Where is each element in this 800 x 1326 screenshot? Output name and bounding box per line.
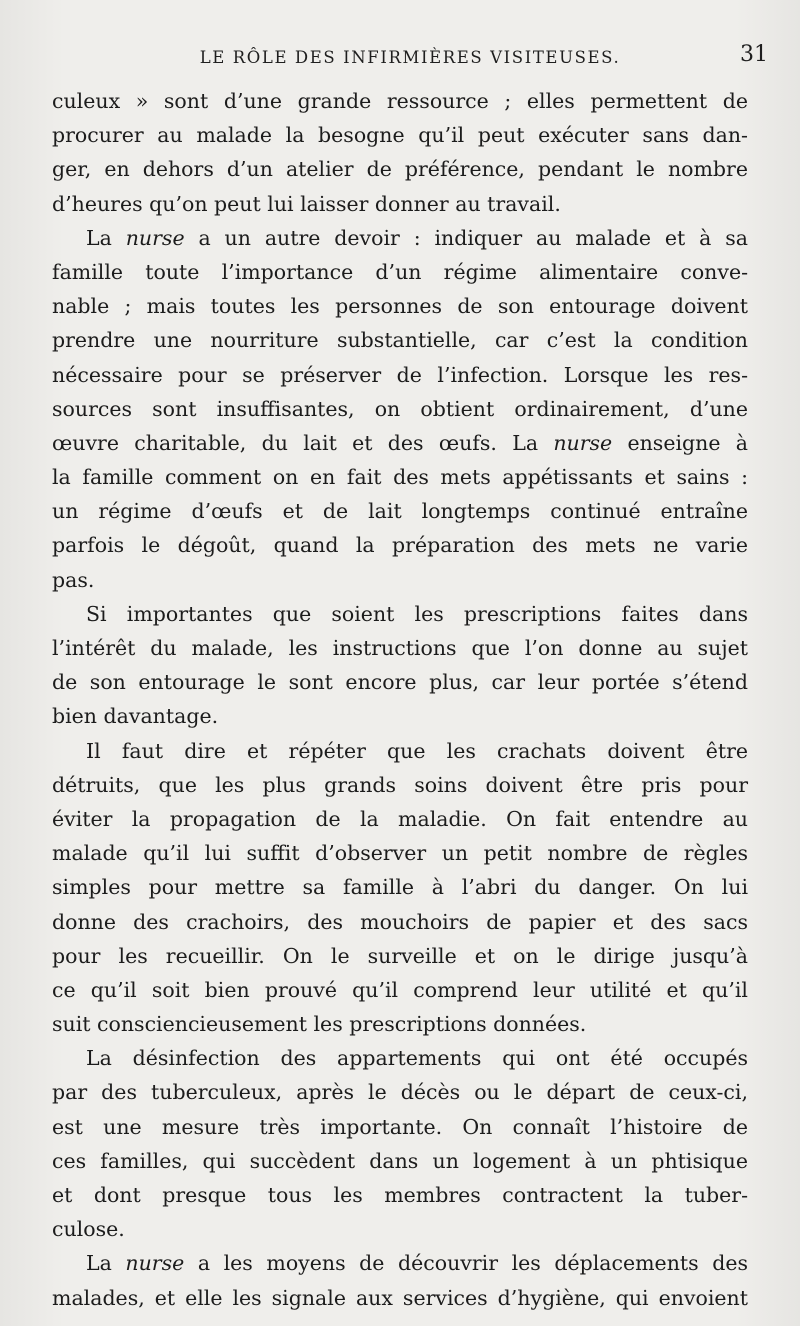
text-segment: nable ; mais toutes les personnes de son entourage doivent [52, 294, 748, 319]
text-segment: malades, et elle les signale aux services d’hygiène, qui envoient [52, 1285, 748, 1310]
text-line [52, 358, 748, 392]
text-line [52, 221, 748, 255]
text-segment: famille toute l’importance d’un régime alimentaire conve- [52, 259, 748, 284]
text-line [52, 1178, 748, 1212]
text-segment: malade qu’il lui suffit d’observer un petit nombre de règles [52, 841, 748, 866]
text-segment: nécessaire pour se préserver de l’infection. Lorsque les res- [52, 362, 748, 387]
text-line [52, 528, 748, 562]
text-line [52, 255, 748, 289]
text-segment: procurer au malade la besogne qu’il peut exécuter sans dan- [52, 123, 748, 148]
text-line [52, 905, 748, 939]
text-line [52, 494, 748, 528]
text-segment: a un autre devoir : indiquer au malade et à sa [184, 225, 748, 250]
text-line [52, 597, 748, 631]
text-segment: La [86, 1251, 126, 1276]
text-segment: est une mesure très importante. On connaît l’histoire de [52, 1114, 748, 1139]
text-line [52, 460, 748, 494]
italic-term: nurse [125, 1251, 185, 1276]
text-segment: d’heures qu’on peut lui laisser donner au travail. [52, 191, 561, 216]
text-segment: détruits, que les plus grands soins doivent être pris pour [52, 772, 748, 797]
text-segment: culose. [52, 1217, 125, 1242]
text-line [52, 836, 748, 870]
text-line [52, 118, 748, 152]
text-line [52, 870, 748, 904]
text-line [52, 734, 748, 768]
text-segment: Il faut dire et répéter que les crachats doivent être [86, 738, 748, 763]
text-segment: prendre une nourriture substantielle, car c’est la condition [52, 328, 748, 353]
text-line [52, 563, 748, 597]
text-segment: ce qu’il soit bien prouvé qu’il comprend leur utilité et qu’il [52, 977, 748, 1002]
text-segment: œuvre charitable, du lait et des œufs. La [52, 430, 554, 455]
page-number: 31 [740, 42, 768, 67]
text-line [52, 187, 748, 221]
text-line [52, 1007, 748, 1041]
text-line [52, 768, 748, 802]
text-line [52, 426, 748, 460]
text-segment: parfois le dégoût, quand la préparation des mets ne varie [52, 533, 748, 558]
text-line [52, 392, 748, 426]
text-line [52, 802, 748, 836]
running-title: LE RÔLE DES INFIRMIÈRES VISITEUSES. [199, 48, 621, 67]
italic-term: nurse [553, 430, 613, 455]
text-segment: l’intérêt du malade, les instructions que l’on donne au sujet [52, 636, 748, 660]
italic-term: nurse [125, 225, 185, 250]
text-segment: la famille comment on en fait des mets appétissants et sains : [52, 465, 748, 490]
text-segment: La désinfection des appartements qui ont été occupés [86, 1046, 748, 1071]
text-segment: pas. [52, 567, 95, 592]
text-line [52, 665, 748, 699]
text-line [52, 1281, 748, 1315]
text-line [52, 1246, 748, 1280]
text-segment: de son entourage le sont encore plus, car leur portée s’étend [52, 670, 748, 695]
text-segment: a les moyens de découvrir les déplacements des [184, 1251, 748, 1276]
page-header [52, 42, 768, 74]
text-line [52, 323, 748, 357]
text-segment: Si importantes que soient les prescriptions faites dans [86, 601, 748, 626]
text-segment: par des tuberculeux, après le décès ou le départ de ceux-ci, [52, 1080, 748, 1105]
text-line [52, 289, 748, 323]
text-segment: un régime d’œufs et de lait longtemps continué entraîne [52, 499, 748, 524]
text-segment: suit consciencieusement les prescriptions données. [52, 1012, 587, 1037]
text-line [52, 631, 748, 665]
text-segment: éviter la propagation de la maladie. On fait entendre au [52, 806, 748, 831]
text-segment: La [86, 225, 126, 250]
text-segment: ger, en dehors d’un atelier de préférence, pendant le nombre [52, 157, 748, 182]
text-segment: bien davantage. [52, 704, 219, 729]
text-line [52, 699, 748, 733]
text-segment: sources sont insuffisantes, on obtient ordinairement, d’une [52, 396, 748, 421]
text-line [52, 973, 748, 1007]
body-text [52, 84, 748, 1315]
text-line [52, 1212, 748, 1246]
text-segment: donne des crachoirs, des mouchoirs de papier et des sacs [52, 909, 748, 934]
text-line [52, 1041, 748, 1075]
text-line [52, 1110, 748, 1144]
text-line [52, 939, 748, 973]
text-segment: ces familles, qui succèdent dans un logement à un phtisique [52, 1148, 748, 1173]
text-segment: enseigne à [612, 430, 748, 455]
text-segment: pour les recueillir. On le surveille et on le dirige jusqu’à [52, 943, 748, 968]
text-segment: simples pour mettre sa famille à l’abri du danger. On lui [52, 875, 748, 900]
text-line [52, 152, 748, 186]
text-segment: culeux » sont d’une grande ressource ; elles permettent de [52, 89, 748, 113]
text-line [52, 84, 748, 118]
text-line [52, 1075, 748, 1109]
text-line [52, 1144, 748, 1178]
text-segment: et dont presque tous les membres contractent la tuber- [52, 1183, 748, 1207]
